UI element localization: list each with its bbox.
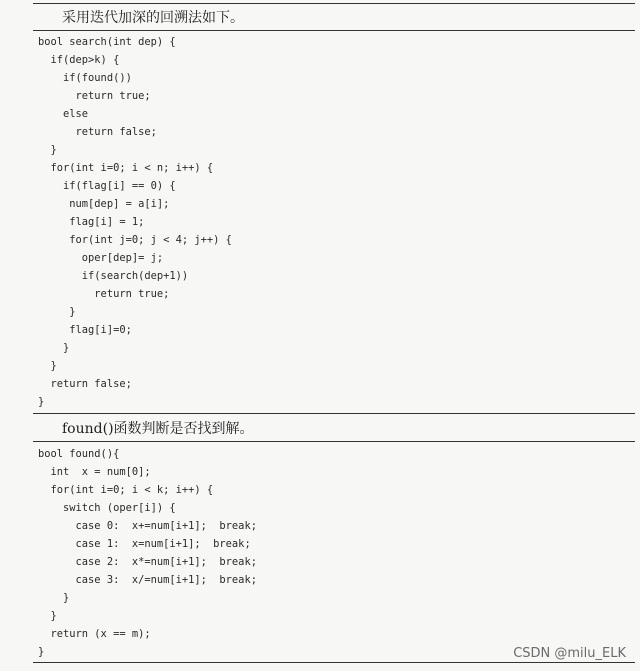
section1-code-block [38,33,232,411]
code-line: flag[i] = 1; [38,216,145,228]
code-line: } [38,342,70,354]
code-line: if(flag[i] == 0) { [38,180,176,192]
code-line: case 2: x*=num[i+1]; break; [38,556,257,568]
code-line: case 1: x=num[i+1]; break; [38,538,251,550]
code-line: else [38,108,89,120]
section1-caption-rule [33,30,635,31]
code-line: oper[dep]= j; [38,252,164,264]
bottom-rule [33,662,635,663]
code-line: } [38,610,57,622]
code-line: num[dep] = a[i]; [38,198,170,210]
code-line: case 3: x/=num[i+1]; break; [38,574,257,586]
top-rule [33,3,635,4]
code-line: return true; [38,288,170,300]
code-line: } [38,306,76,318]
code-line: } [38,144,57,156]
section2-caption-rule [33,441,635,442]
code-line: if(found()) [38,72,132,84]
code-line: for(int i=0; i < n; i++) { [38,162,214,174]
code-line: } [38,646,45,658]
section2-caption: found()函数判断是否找到解。 [62,421,254,437]
code-line: return false; [38,378,132,390]
code-line: return false; [38,126,157,138]
code-line: if(search(dep+1)) [38,270,189,282]
code-line: return true; [38,90,151,102]
code-line: bool search(int dep) { [38,36,176,48]
code-line: case 0: x+=num[i+1]; break; [38,520,257,532]
code-line: } [38,396,45,408]
code-line: bool found(){ [38,448,120,460]
section1-caption: 采用迭代加深的回溯法如下。 [62,10,244,26]
csdn-watermark: CSDN @milu_ELK [513,646,626,661]
code-line: return (x == m); [38,628,151,640]
code-line: switch (oper[i]) { [38,502,176,514]
code-line: } [38,592,70,604]
code-line: } [38,360,57,372]
code-line: for(int j=0; j < 4; j++) { [38,234,232,246]
code-line: for(int i=0; i < k; i++) { [38,484,214,496]
section2-code-block [38,445,257,661]
code-line: flag[i]=0; [38,324,132,336]
code-line: int x = num[0]; [38,466,151,478]
code-line: if(dep>k) { [38,54,120,66]
section2-top-rule [33,413,635,414]
